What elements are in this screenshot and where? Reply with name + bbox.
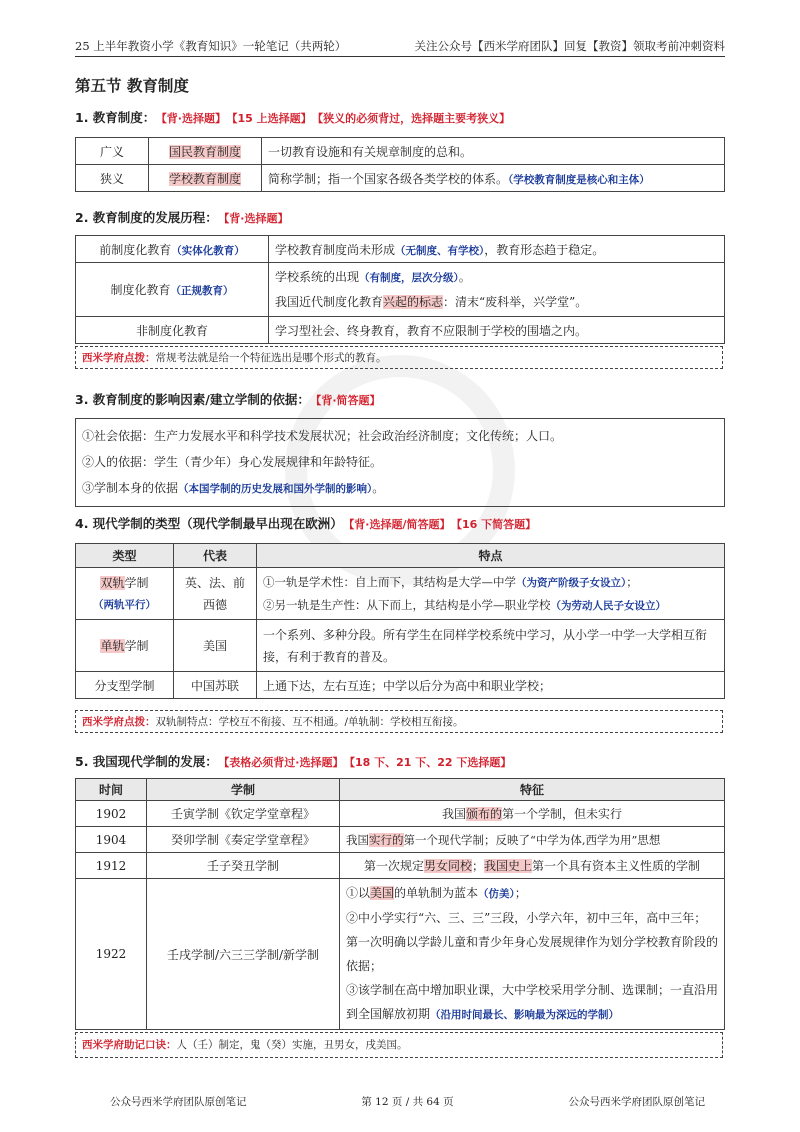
s1-tag-2: 【狭义的必须背过，选择题主要考狭义】 [317, 112, 511, 125]
table-row: 单轨学制 美国 一个系列、多种分段。所有学生在同样学校系统中学习，从小学一中学一大学相互衔接，有利于教育的普及。 [76, 620, 725, 672]
s4-tip: 西米学府点拨：双轨制特点：学校互不衔接、互不相通。/单轨制：学校相互衔接。 [75, 710, 723, 733]
page-footer: 公众号西米学府团队原创笔记 第 12 页 / 共 64 页 公众号西米学府团队原创笔记 [110, 1096, 705, 1108]
table-row: 1902 壬寅学制《钦定学堂章程》 我国颁布的第一个学制，但未实行 [76, 801, 725, 827]
s2-table [75, 235, 725, 344]
table-row: 1912 壬子癸丑学制 第一次规定男女同校；我国史上第一个具有资本主义性质的学制 [76, 853, 725, 879]
s2-heading: 2. 教育制度的发展历程： 【背·选择题】 [75, 210, 289, 225]
s4-heading: 4. 现代学制的类型（现代学制最早出现在欧洲） 【背·选择题/简答题】 【16 下简答题】 [75, 516, 537, 531]
s3-heading: 3. 教育制度的影响因素/建立学制的依据： 【背·简答题】 [75, 392, 381, 407]
header-left: 25 上半年教资小学《教育知识》一轮笔记（共两轮） [75, 39, 347, 53]
table-row: 制度化教育（正规教育） 学校系统的出现（有制度，层次分级）。 我国近代制度化教育兴起的标志：清末“废科举，兴学堂”。 [76, 263, 725, 317]
s4-table: 类型 代表 特点 双轨学制 （两轨平行） 英、法、前西德 ①一轨是学术性：自上而下，其结构是大学—中学（为资产阶级子女设立）； ②另一轨是生产性：从下而上，其结构是小学—职业学校（为劳动人民子女设立） 单轨学制 美国 一个系列、多种分段。所有学生在同样学校系统中学习，从小学一中学一大学相互衔接，有利于教育的普及。 分支型学制 中国苏联 上通下达，左右互连；中学以后分为高中和职业学校； [75, 543, 725, 699]
table-row: 非制度化教育 学习型社会、终身教育，教育不应限制于学校的围墙之内。 [76, 317, 725, 344]
table-row: 1904 癸卯学制《奏定学堂章程》 我国实行的第一个现代学制；反映了“中学为体,西学为用”思想 [76, 827, 725, 853]
table-row: 广义 国民教育制度 一切教育设施和有关规章制度的总和。 [76, 138, 725, 165]
s2-tip: 西米学府点拨：常规考法就是给一个特征选出是哪个形式的教育。 [75, 346, 723, 369]
s1-tag-0: 【背·选择题】 [161, 112, 226, 125]
table-row: 双轨学制 （两轨平行） 英、法、前西德 ①一轨是学术性：自上而下，其结构是大学—中学（为资产阶级子女设立）； ②另一轨是生产性：从下而上，其结构是小学—职业学校（为劳动人民子女设立） [76, 568, 725, 620]
s3-box: ①社会依据：生产力发展水平和科学技术发展状况；社会政治经济制度；文化传统；人口。 ②人的依据：学生（青少年）身心发展规律和年龄特征。 ③学制本身的依据（本国学制的历史发展和国外学制的影响）。 [75, 418, 725, 507]
section-title: 第五节 教育制度 [75, 77, 189, 95]
s1-table [75, 137, 725, 192]
s1-tag-1: 【15 上选择题】 [232, 112, 312, 125]
s1-heading: 1. 教育制度： 【背·选择题】 【15 上选择题】 【狭义的必须背过，选择题主要考狭义】 [75, 110, 511, 125]
s5-heading: 5. 我国现代学制的发展： 【表格必须背过·选择题】 【18 下、21 下、22 下选择题】 [75, 754, 512, 769]
header-right: 关注公众号【西米学府团队】回复【教资】领取考前冲刺资料 [414, 39, 725, 53]
table-row: 1922 壬戌学制/六三三学制/新学制 ①以美国的单轨制为蓝本（仿美）； ②中小学实行“六、三、三”三段，小学六年，初中三年，高中三年；第一次明确以学龄儿童和青少年身心发展规律作为划分学校教育阶段的依据； ③该学制在高中增加职业课，大中学校采用学分制、选课制；一直沿用到全国解放初期（沿用时间最长、影响最为深远的学制） [76, 879, 725, 1030]
page-number: 第 12 页 / 共 64 页 [361, 1096, 454, 1108]
table-row: 前制度化教育（实体化教育） 学校教育制度尚未形成（无制度、有学校），教育形态趋于稳定。 [76, 236, 725, 263]
table-row: 分支型学制 中国苏联 上通下达，左右互连；中学以后分为高中和职业学校； [76, 672, 725, 699]
s5-tip: 西米学府助记口诀：人（壬）制定，鬼（癸）实施，丑男女，戌美国。 [75, 1032, 723, 1058]
page-header [75, 38, 725, 57]
s5-table: 时间 学制 特征 1902 壬寅学制《钦定学堂章程》 我国颁布的第一个学制，但未实行 1904 癸卯学制《奏定学堂章程》 我国实行的第一个现代学制；反映了“中学为体,西学为用”思想 1912 壬子癸丑学制 第一次规定男女同校；我国史上第一个具有资本主义性质的学制 1922 壬戌学制/六三三学制/新学制 ①以美国的单轨制为蓝本（仿美）； ②中小学实行“六、三、三”三段，小学六年，初中三年，高中三年；第一次明确以学龄儿童和青少年身心发展规律作为划分学校教育阶段的依据； ③该学制在高中增加职业课，大中学校采用学分制、选课制；一直沿用到全国解放初期（沿用时间最长、影响最为深远的学制） [75, 778, 725, 1030]
table-row: 狭义 学校教育制度 简称学制；指一个国家各级各类学校的体系。（学校教育制度是核心和主体） [76, 165, 725, 192]
